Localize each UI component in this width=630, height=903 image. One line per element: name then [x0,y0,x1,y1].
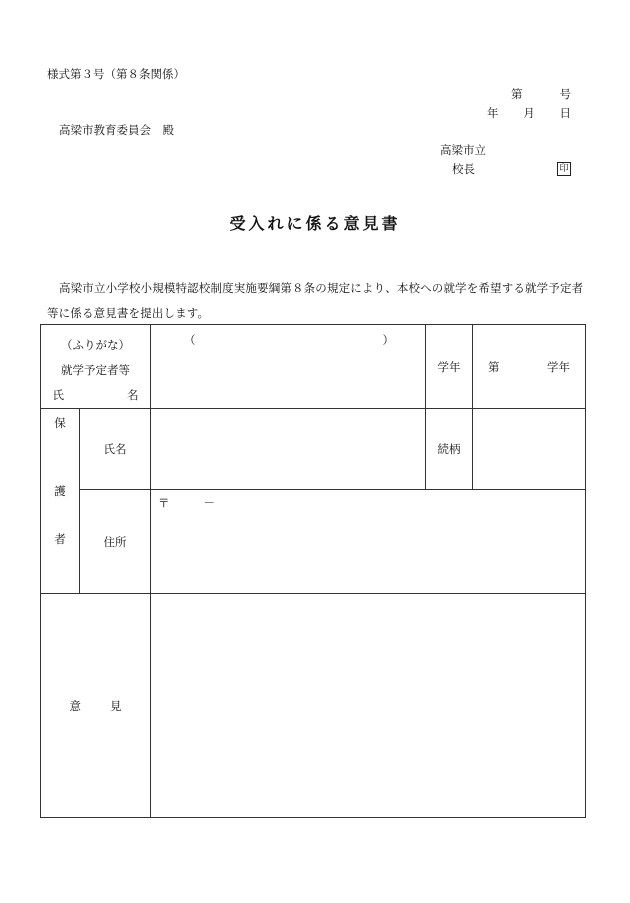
relationship-label: 続柄 [426,409,473,490]
paren-open: （ [184,333,196,347]
opinion-char-1: 意 [69,698,81,713]
postal-dash: － [203,496,215,511]
grade-label: 学年 [426,325,473,409]
opinion-field[interactable] [151,594,586,818]
guardian-char-2: 護 [54,484,66,498]
form-number: 様式第３号（第８条関係） [47,67,185,81]
opinion-char-2: 見 [110,698,122,713]
student-label: 就学予定者等 [61,363,130,377]
date-line [487,108,571,120]
paren-close: ） [382,333,394,347]
seal-mark: 印 [557,162,571,176]
grade-prefix: 第 [488,359,500,374]
grade-value [488,359,570,375]
student-label-cell [41,325,151,409]
address-field[interactable] [151,490,586,594]
guardian-name-label: 氏名 [80,409,151,490]
guardian-label-cell [41,409,80,594]
opinion-label-cell [41,594,151,818]
principal-label: 校長 [452,162,475,176]
relationship-field[interactable] [473,409,586,490]
guardian-name-field[interactable] [151,409,426,490]
document-number [511,89,571,101]
grade-suffix: 学年 [547,359,570,374]
document-title: 受入れに係る意見書 [229,214,401,233]
body-text: 高梁市立小学校小規模特認校制度実施要綱第８条の規定により、本校への就学を希望する就学予定者等に係る意見書を提出します。 [47,281,584,320]
date-day: 日 [559,106,571,120]
school-city-label: 高梁市立 [440,143,486,157]
postal-code [151,490,585,511]
guardian-char-1: 保 [54,416,66,430]
student-name-field[interactable] [151,325,426,409]
furigana-parentheses [184,332,394,348]
guardian-char-3: 者 [54,532,66,546]
doc-no-prefix: 第 [511,87,523,101]
grade-field[interactable] [473,325,586,409]
doc-no-suffix: 号 [559,87,571,101]
furigana-label: （ふりがな） [61,338,130,352]
opinion-form-table [40,324,586,818]
date-month: 月 [523,106,535,120]
postal-mark: 〒 [158,496,170,511]
address-label: 住所 [80,490,151,594]
name-label [53,383,139,408]
name-label-part-1: 氏 [52,388,64,402]
name-label-part-2: 名 [127,388,139,402]
addressee: 高梁市教育委員会 殿 [59,123,174,137]
date-year: 年 [487,106,499,120]
opinion-label [70,698,122,714]
